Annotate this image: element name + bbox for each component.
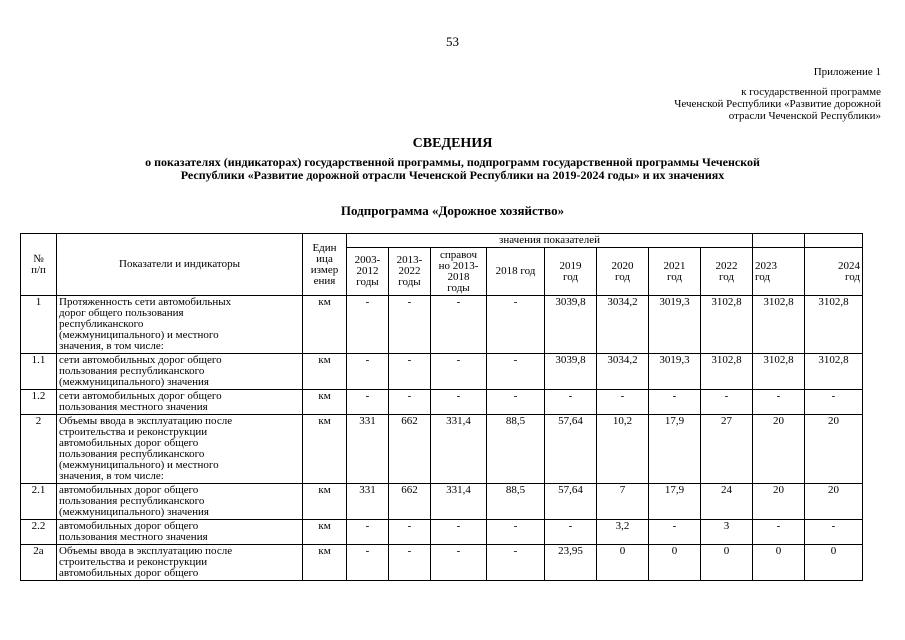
table-body xyxy=(21,296,863,581)
header-period-line: 2022 xyxy=(715,259,738,272)
row-value: - xyxy=(431,354,487,390)
indicator-name-line: пользования республиканского xyxy=(59,448,205,460)
row-value: 20 xyxy=(753,415,805,484)
row-value: 3102,8 xyxy=(753,354,805,390)
table-header xyxy=(21,234,863,296)
indicator-name-line: пользования республиканского xyxy=(59,495,205,507)
header-unit xyxy=(303,234,347,296)
row-number: 1.1 xyxy=(21,354,57,390)
document-title: СВЕДЕНИЯ xyxy=(412,136,493,151)
header-period xyxy=(649,248,701,296)
row-value: 23,95 xyxy=(545,545,597,581)
row-value: - xyxy=(487,354,545,390)
row-value: - xyxy=(389,545,431,581)
row-unit: км xyxy=(303,520,347,545)
table-row xyxy=(21,545,863,581)
row-value: 20 xyxy=(753,484,805,520)
indicator-name-line: Объемы ввода в эксплуатацию после xyxy=(59,545,233,557)
header-period-line: годы xyxy=(398,276,421,288)
row-value: 3102,8 xyxy=(753,296,805,354)
header-period-line: 2023 xyxy=(755,259,778,272)
row-number: 2.1 xyxy=(21,484,57,520)
row-number: 2а xyxy=(21,545,57,581)
indicator-name-line: (межмуниципального) и местного xyxy=(59,329,219,341)
row-value: 17,9 xyxy=(649,415,701,484)
header-period xyxy=(431,248,487,296)
header-indicator-name: Показатели и индикаторы xyxy=(57,234,303,296)
row-value: 3102,8 xyxy=(701,354,753,390)
header-number-line: п/п xyxy=(31,263,46,276)
row-value: 0 xyxy=(649,545,701,581)
header-period-line: год xyxy=(562,270,579,283)
indicator-name-line: (межмуниципального) и местного xyxy=(59,459,219,471)
row-value: 662 xyxy=(389,415,431,484)
row-value: 24 xyxy=(701,484,753,520)
header-period xyxy=(347,248,389,296)
row-value: - xyxy=(347,390,389,415)
indicator-name-line: сети автомобильных дорог общего xyxy=(59,390,222,402)
row-value: - xyxy=(487,296,545,354)
row-value: 3039,8 xyxy=(545,354,597,390)
row-unit: км xyxy=(303,390,347,415)
row-value: 0 xyxy=(701,545,753,581)
row-value: 3,2 xyxy=(597,520,649,545)
header-period-line: год xyxy=(844,270,861,283)
row-value: 3 xyxy=(701,520,753,545)
row-value: 27 xyxy=(701,415,753,484)
subprogram-title: Подпрограмма «Дорожное хозяйство» xyxy=(340,203,565,218)
header-period-line: 2024 xyxy=(838,259,861,272)
indicator-name-line: автомобильных дорог общего xyxy=(59,567,199,579)
row-indicator-name xyxy=(57,520,303,545)
header-period xyxy=(545,248,597,296)
indicator-name-line: Объемы ввода в эксплуатацию после xyxy=(59,415,233,427)
row-value: - xyxy=(347,545,389,581)
subtitle-line: о показателях (индикаторах) государственной программы, подпрограмм государственной программы Чеченской xyxy=(145,155,760,169)
row-value: 3102,8 xyxy=(701,296,753,354)
indicator-name-line: автомобильных дорог общего xyxy=(59,437,199,449)
header-blank-cell xyxy=(753,234,805,248)
header-unit-line: Един xyxy=(312,241,337,254)
row-value: - xyxy=(649,390,701,415)
header-period-line: 2020 xyxy=(611,259,634,272)
page-number: 53 xyxy=(446,34,459,49)
row-value: 3034,2 xyxy=(597,296,649,354)
header-period-line: справоч xyxy=(439,248,478,261)
row-value: - xyxy=(389,296,431,354)
row-indicator-name xyxy=(57,296,303,354)
row-value: - xyxy=(431,390,487,415)
header-period-line: год xyxy=(614,270,631,283)
appendix-line: Чеченской Республики «Развитие дорожной xyxy=(674,98,881,110)
row-value: - xyxy=(431,296,487,354)
header-period-line: год xyxy=(666,270,683,283)
table-row xyxy=(21,390,863,415)
indicator-name-line: (межмуниципального) значения xyxy=(59,506,209,518)
row-value: - xyxy=(431,520,487,545)
indicator-name-line: Протяженность сети автомобильных xyxy=(59,296,232,308)
header-period-line: 2022 xyxy=(398,265,421,277)
appendix-caption xyxy=(674,86,881,122)
row-indicator-name xyxy=(57,354,303,390)
row-value: 331 xyxy=(347,484,389,520)
indicator-name-line: пользования местного значения xyxy=(59,401,208,413)
indicator-name-line: дорог общего пользования xyxy=(59,307,184,319)
header-period-line: годы xyxy=(447,281,470,294)
indicator-name-line: строительства и реконструкции xyxy=(59,426,208,438)
row-value: 7 xyxy=(597,484,649,520)
row-value: - xyxy=(487,520,545,545)
row-value: - xyxy=(597,390,649,415)
row-value: - xyxy=(753,520,805,545)
row-unit: км xyxy=(303,354,347,390)
row-value: - xyxy=(545,520,597,545)
row-value: 3102,8 xyxy=(805,296,863,354)
row-value: - xyxy=(753,390,805,415)
appendix-line: отрасли Чеченской Республики» xyxy=(728,110,881,122)
row-unit: км xyxy=(303,296,347,354)
row-value: - xyxy=(389,354,431,390)
header-unit-line: измер xyxy=(310,263,339,276)
header-period xyxy=(597,248,649,296)
row-value: 662 xyxy=(389,484,431,520)
row-value: 0 xyxy=(753,545,805,581)
header-period-line: 2012 xyxy=(356,265,379,277)
row-value: 57,64 xyxy=(545,415,597,484)
table-row xyxy=(21,415,863,484)
row-value: 10,2 xyxy=(597,415,649,484)
row-number: 2.2 xyxy=(21,520,57,545)
header-period-line: годы xyxy=(356,276,379,288)
table-row xyxy=(21,484,863,520)
header-unit-line: ения xyxy=(313,274,336,287)
table-row xyxy=(21,520,863,545)
indicator-name-line: строительства и реконструкции xyxy=(59,556,208,568)
row-value: 57,64 xyxy=(545,484,597,520)
header-period xyxy=(805,248,863,296)
row-value: 331,4 xyxy=(431,415,487,484)
indicator-name-line: республиканского xyxy=(59,318,144,330)
header-period-line: 2018 год xyxy=(495,265,536,277)
header-period xyxy=(487,248,545,296)
subtitle-line: Республики «Развитие дорожной отрасли Чеченской Республики на 2019-2024 годы» и их значениях xyxy=(180,168,725,182)
header-number-line: № xyxy=(33,252,44,265)
row-value: - xyxy=(649,520,701,545)
row-value: - xyxy=(487,545,545,581)
indicator-name-line: автомобильных дорог общего xyxy=(59,484,199,496)
header-number xyxy=(21,234,57,296)
row-value: - xyxy=(487,390,545,415)
row-value: 88,5 xyxy=(487,415,545,484)
header-period-line: 2013- xyxy=(396,254,423,266)
row-value: 3034,2 xyxy=(597,354,649,390)
header-period-line: 2021 xyxy=(663,259,686,272)
row-value: 331 xyxy=(347,415,389,484)
row-value: - xyxy=(347,296,389,354)
header-blank-cell xyxy=(805,234,863,248)
row-indicator-name xyxy=(57,390,303,415)
header-period-line: но 2013- xyxy=(438,259,479,272)
row-value: - xyxy=(545,390,597,415)
table-row xyxy=(21,296,863,354)
appendix-title: Приложение 1 xyxy=(813,66,881,78)
row-value: 88,5 xyxy=(487,484,545,520)
row-number: 1 xyxy=(21,296,57,354)
header-period-line: год xyxy=(755,270,771,283)
appendix-line: к государственной программе xyxy=(741,86,881,98)
row-value: 3102,8 xyxy=(805,354,863,390)
row-value: - xyxy=(805,390,863,415)
header-row xyxy=(21,234,863,248)
indicator-name-line: (межмуниципального) значения xyxy=(59,376,209,388)
row-indicator-name xyxy=(57,484,303,520)
row-value: 17,9 xyxy=(649,484,701,520)
row-unit: км xyxy=(303,545,347,581)
header-period xyxy=(753,248,805,296)
indicator-name-line: пользования республиканского xyxy=(59,365,205,377)
header-period-line: 2019 xyxy=(559,259,582,272)
row-value: - xyxy=(347,520,389,545)
row-value: - xyxy=(701,390,753,415)
header-unit-line: ица xyxy=(316,252,333,265)
header-period-line: 2003- xyxy=(354,254,381,266)
indicators-table xyxy=(20,233,863,581)
row-value: - xyxy=(805,520,863,545)
indicator-name-line: автомобильных дорог общего xyxy=(59,520,199,532)
row-value: - xyxy=(389,520,431,545)
indicator-name-line: значения, в том числе: xyxy=(59,340,164,352)
document-subtitle xyxy=(40,156,865,182)
header-period xyxy=(389,248,431,296)
row-indicator-name xyxy=(57,415,303,484)
row-value: 0 xyxy=(805,545,863,581)
row-value: 20 xyxy=(805,415,863,484)
table-row xyxy=(21,354,863,390)
row-unit: км xyxy=(303,415,347,484)
header-period xyxy=(701,248,753,296)
row-number: 2 xyxy=(21,415,57,484)
row-value: - xyxy=(347,354,389,390)
header-values-group: значения показателей xyxy=(347,234,753,248)
row-indicator-name xyxy=(57,545,303,581)
row-value: 3019,3 xyxy=(649,296,701,354)
indicator-name-line: значения, в том числе: xyxy=(59,470,164,482)
header-period-line: год xyxy=(718,270,735,283)
indicator-name-line: сети автомобильных дорог общего xyxy=(59,354,222,366)
row-value: 20 xyxy=(805,484,863,520)
row-value: 3039,8 xyxy=(545,296,597,354)
row-value: 3019,3 xyxy=(649,354,701,390)
row-value: - xyxy=(431,545,487,581)
row-value: 331,4 xyxy=(431,484,487,520)
row-value: 0 xyxy=(597,545,649,581)
row-value: - xyxy=(389,390,431,415)
row-unit: км xyxy=(303,484,347,520)
header-period-line: 2018 xyxy=(447,270,470,283)
row-number: 1.2 xyxy=(21,390,57,415)
indicator-name-line: пользования местного значения xyxy=(59,531,208,543)
